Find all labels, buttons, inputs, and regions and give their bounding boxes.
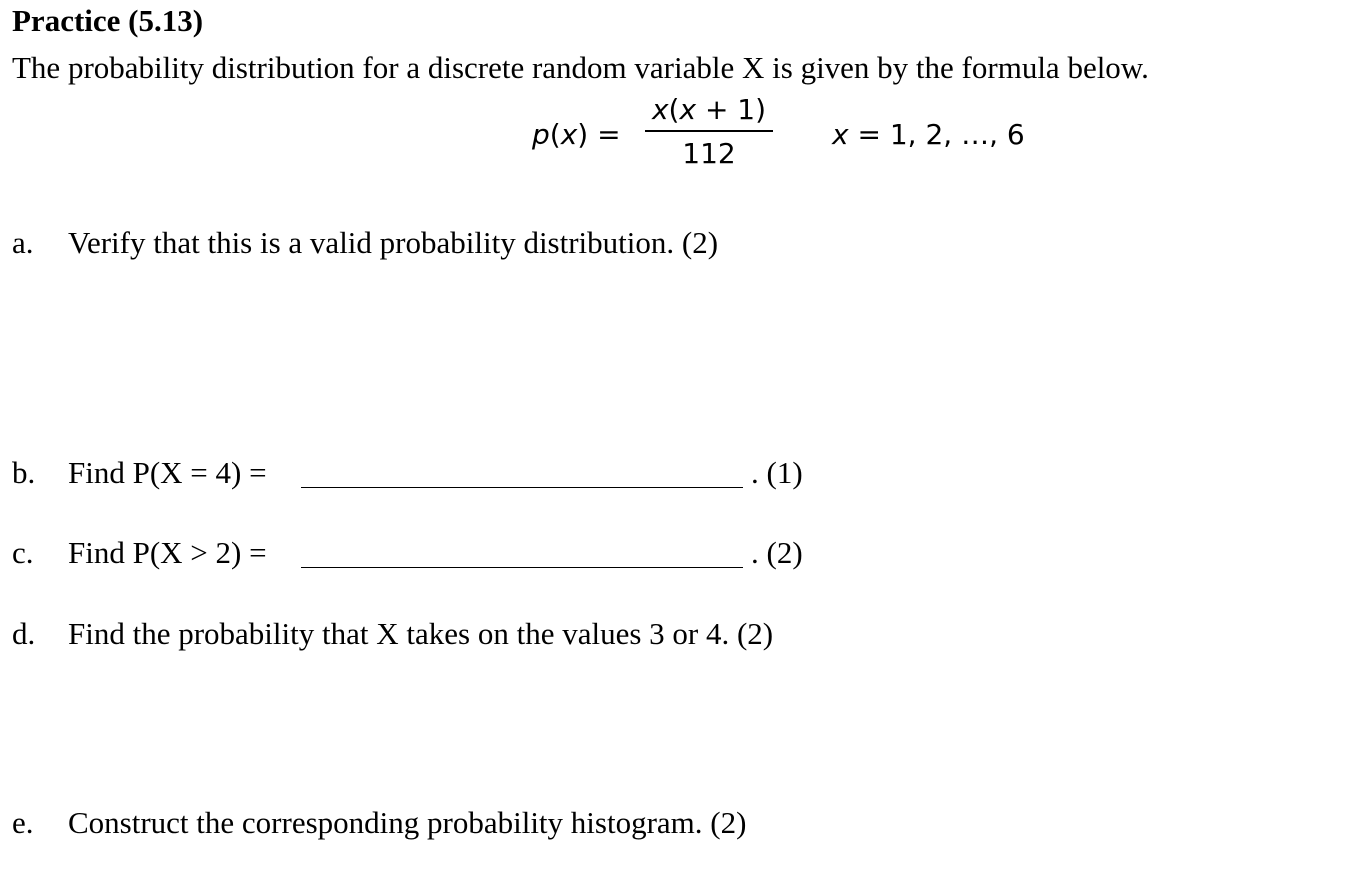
question-label: d. xyxy=(12,616,36,651)
formula-lhs-open: ( xyxy=(549,118,561,151)
numerator-var-2: x xyxy=(679,93,697,126)
formula-lhs-close: ) = xyxy=(577,118,621,151)
formula-denominator: 112 xyxy=(682,137,736,170)
formula-domain xyxy=(832,115,1025,155)
question-label: a. xyxy=(12,225,34,260)
formula-fraction xyxy=(645,90,773,176)
question-text: Verify that this is a valid probability distribution. (2) xyxy=(68,225,719,260)
formula-fn-name: p xyxy=(532,118,550,151)
points-b: . (1) xyxy=(751,455,803,490)
question-text: Find the probability that X takes on the values 3 or 4. (2) xyxy=(68,616,774,651)
problem-statement: The probability distribution for a discrete random variable X is given by the formula below. xyxy=(12,50,1149,85)
page-title: Practice (5.13) xyxy=(12,3,204,38)
domain-values: = 1, 2, …, 6 xyxy=(848,118,1025,151)
question-text: Find P(X = 4) = xyxy=(68,455,267,490)
formula-lhs xyxy=(532,115,621,155)
formula-numerator xyxy=(645,90,773,132)
points-c: . (2) xyxy=(751,535,803,570)
domain-var: x xyxy=(832,118,849,151)
numerator-var-1: x xyxy=(651,93,669,126)
formula-lhs-var: x xyxy=(560,118,578,151)
question-label: e. xyxy=(12,805,34,840)
question-text: Find P(X > 2) = xyxy=(68,535,267,570)
question-label: c. xyxy=(12,535,34,570)
question-label: b. xyxy=(12,455,36,490)
question-text: Construct the corresponding probability histogram. (2) xyxy=(68,805,747,840)
answer-blank-b[interactable] xyxy=(301,487,743,488)
answer-blank-c[interactable] xyxy=(301,567,743,568)
numerator-paren: ( xyxy=(668,93,680,126)
numerator-rest: + 1) xyxy=(696,93,767,126)
